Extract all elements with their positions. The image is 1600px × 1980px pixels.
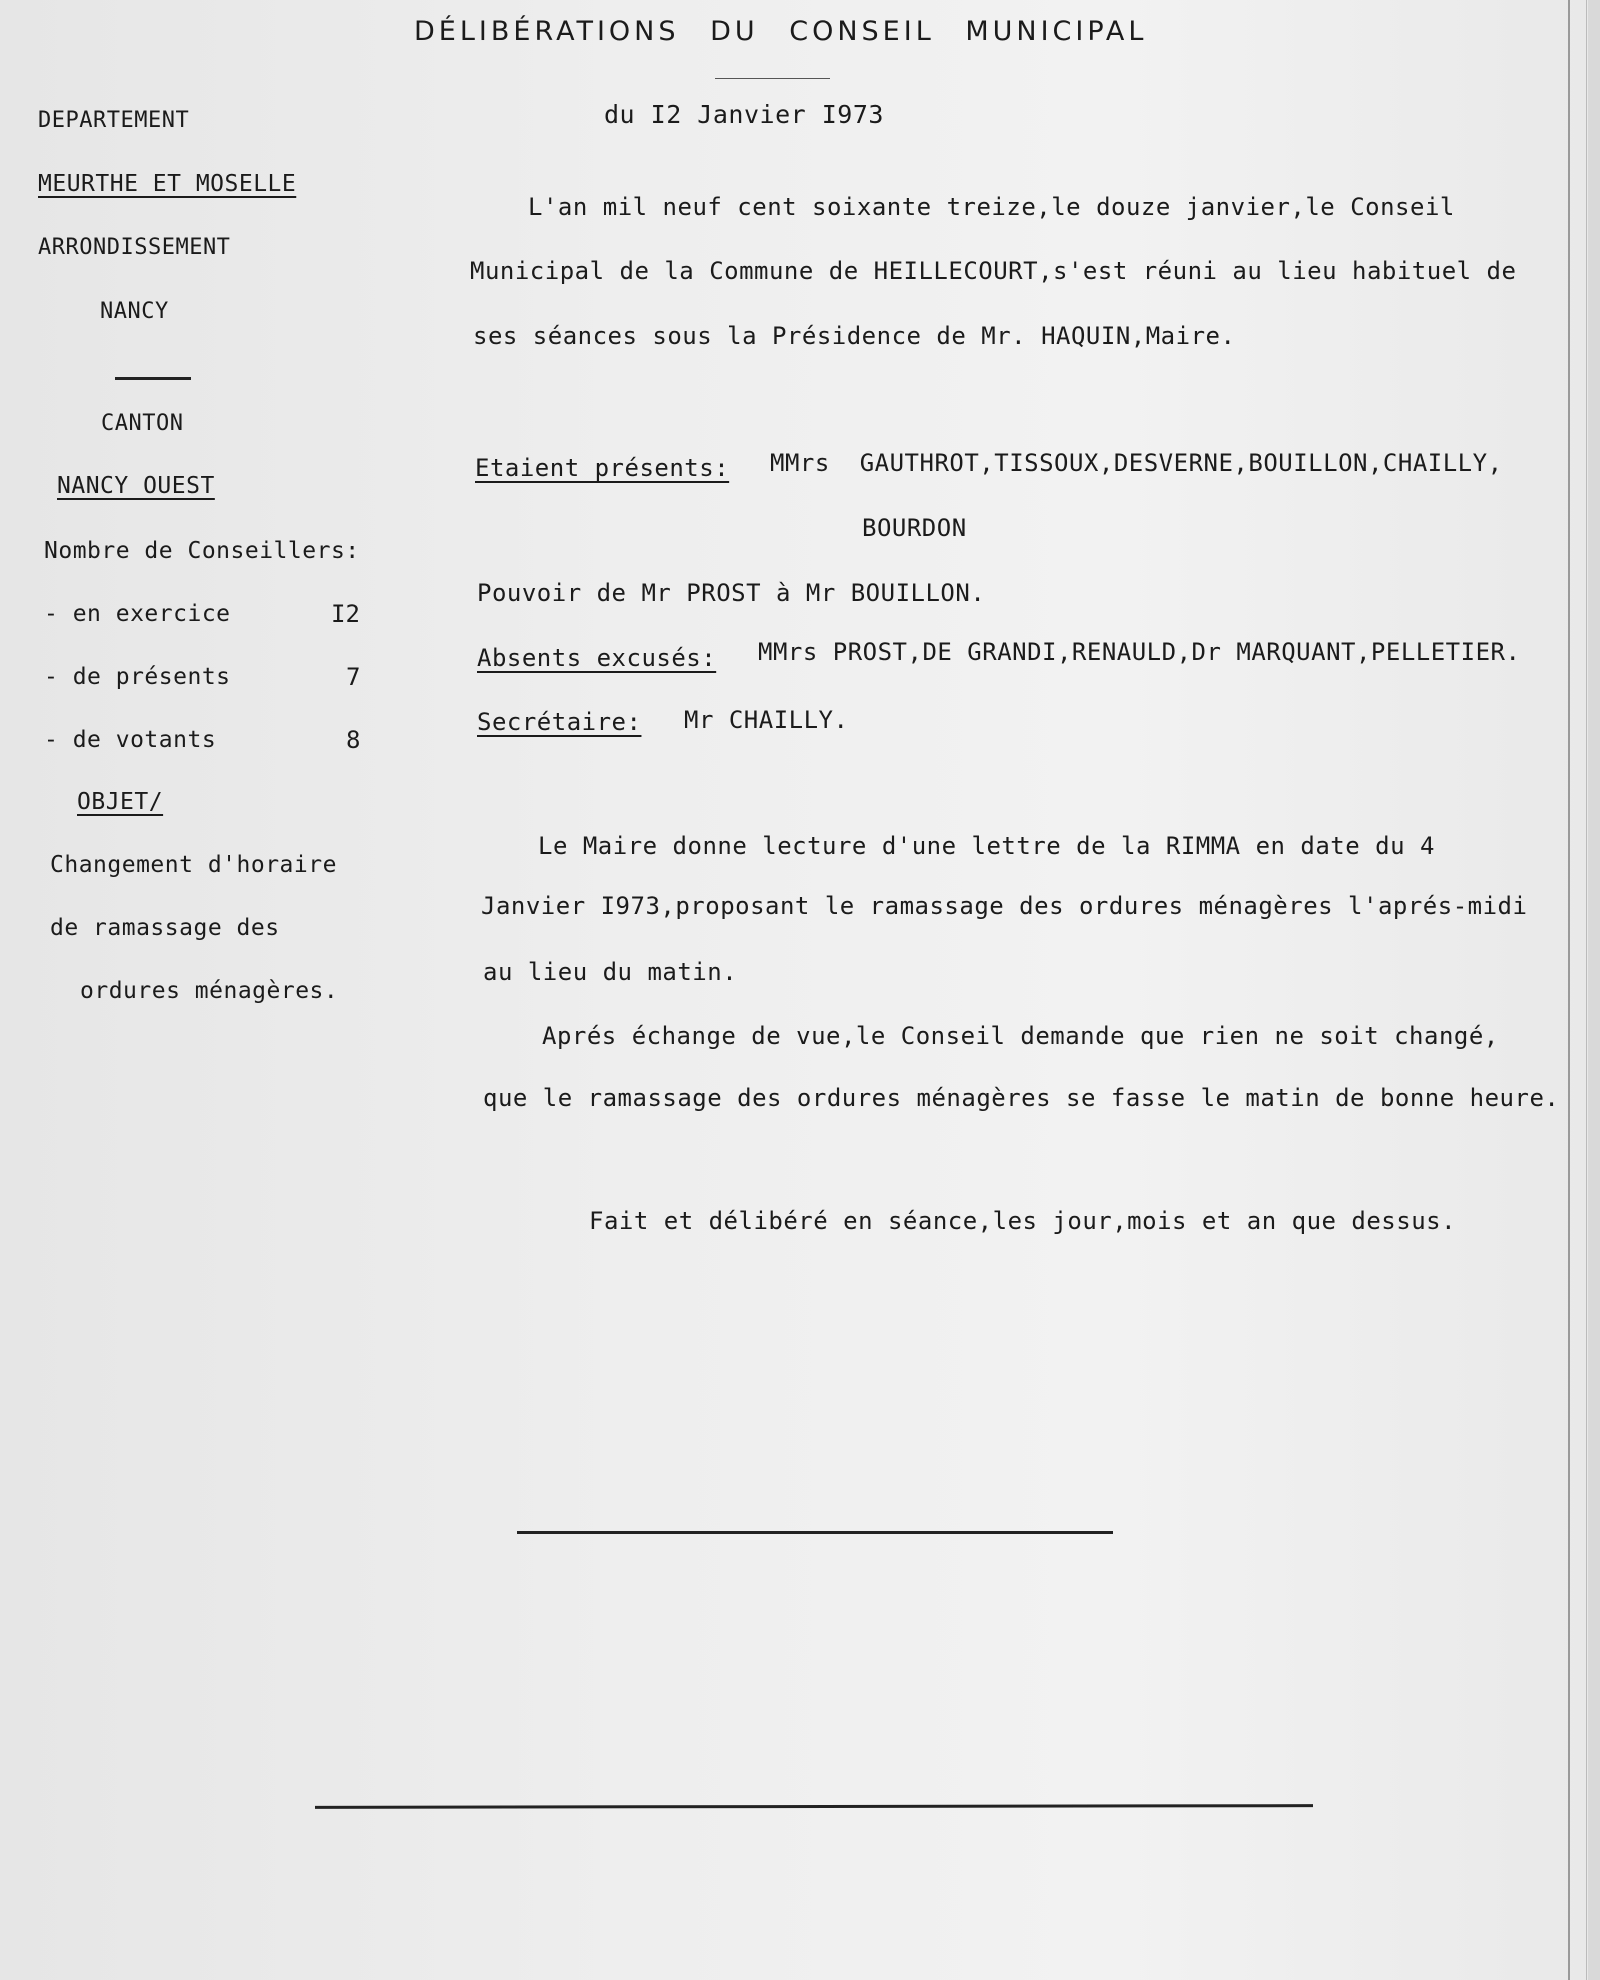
title-divider [715,78,830,79]
conseillers-label: Nombre de Conseillers: [44,538,360,564]
absents-label: Absents excusés: [477,644,717,672]
paragraph-line: Le Maire donne lecture d'une lettre de la RIMMA en date du 4 [538,832,1435,860]
objet-line: de ramassage des [50,915,280,941]
intro-line: ses séances sous la Présidence de Mr. HAQUIN,Maire. [473,322,1236,350]
count-label-exercice: - en exercice [44,601,231,627]
count-label-presents: - de présents [44,664,231,690]
arrondissement-label: ARRONDISSEMENT [38,235,231,260]
objet-label: OBJET/ [77,789,164,815]
page-edge-line [1568,0,1570,1980]
page-edge-line-outer [1586,0,1587,1980]
closing-line: Fait et délibéré en séance,les jour,mois et an que dessus. [589,1207,1457,1235]
paragraph-line: Aprés échange de vue,le Conseil demande que rien ne soit changé, [542,1022,1499,1050]
objet-line: ordures ménagères. [80,978,339,1004]
signature-line-bottom [315,1804,1313,1809]
secretaire-value: Mr CHAILLY. [684,706,849,734]
count-value-presents: 7 [346,663,361,691]
objet-line: Changement d'horaire [50,852,337,878]
presents-value: MMrs GAUTHROT,TISSOUX,DESVERNE,BOUILLON,CHAILLY, [770,449,1503,477]
count-value-exercice: I2 [331,600,360,628]
presents-value-2: BOURDON [862,514,967,542]
absents-value: MMrs PROST,DE GRANDI,RENAULD,Dr MARQUANT,PELLETIER. [758,638,1521,666]
pouvoir-line: Pouvoir de Mr PROST à Mr BOUILLON. [477,579,986,607]
signature-line [517,1531,1113,1534]
presents-label: Etaient présents: [475,454,730,482]
departement-value: MEURTHE ET MOSELLE [38,171,297,197]
paragraph-line: que le ramassage des ordures ménagères se fasse le matin de bonne heure. [483,1084,1560,1112]
arrondissement-value: NANCY [100,299,169,324]
secretaire-label: Secrétaire: [477,708,642,736]
document-title: DÉLIBÉRATIONS DU CONSEIL MUNICIPAL [414,16,1148,47]
count-label-votants: - de votants [44,727,217,753]
canton-label: CANTON [101,411,184,436]
intro-line: L'an mil neuf cent soixante treize,le douze janvier,le Conseil [528,193,1455,221]
session-date: du I2 Janvier I973 [604,100,884,129]
sidebar-divider [115,377,191,380]
intro-line: Municipal de la Commune de HEILLECOURT,s'est réuni au lieu habituel de [470,257,1517,285]
paragraph-line: Janvier I973,proposant le ramassage des ordures ménagères l'aprés-midi [481,892,1528,920]
count-value-votants: 8 [346,726,361,754]
paragraph-line: au lieu du matin. [483,958,738,986]
canton-value: NANCY OUEST [57,473,215,499]
departement-label: DEPARTEMENT [38,108,190,133]
